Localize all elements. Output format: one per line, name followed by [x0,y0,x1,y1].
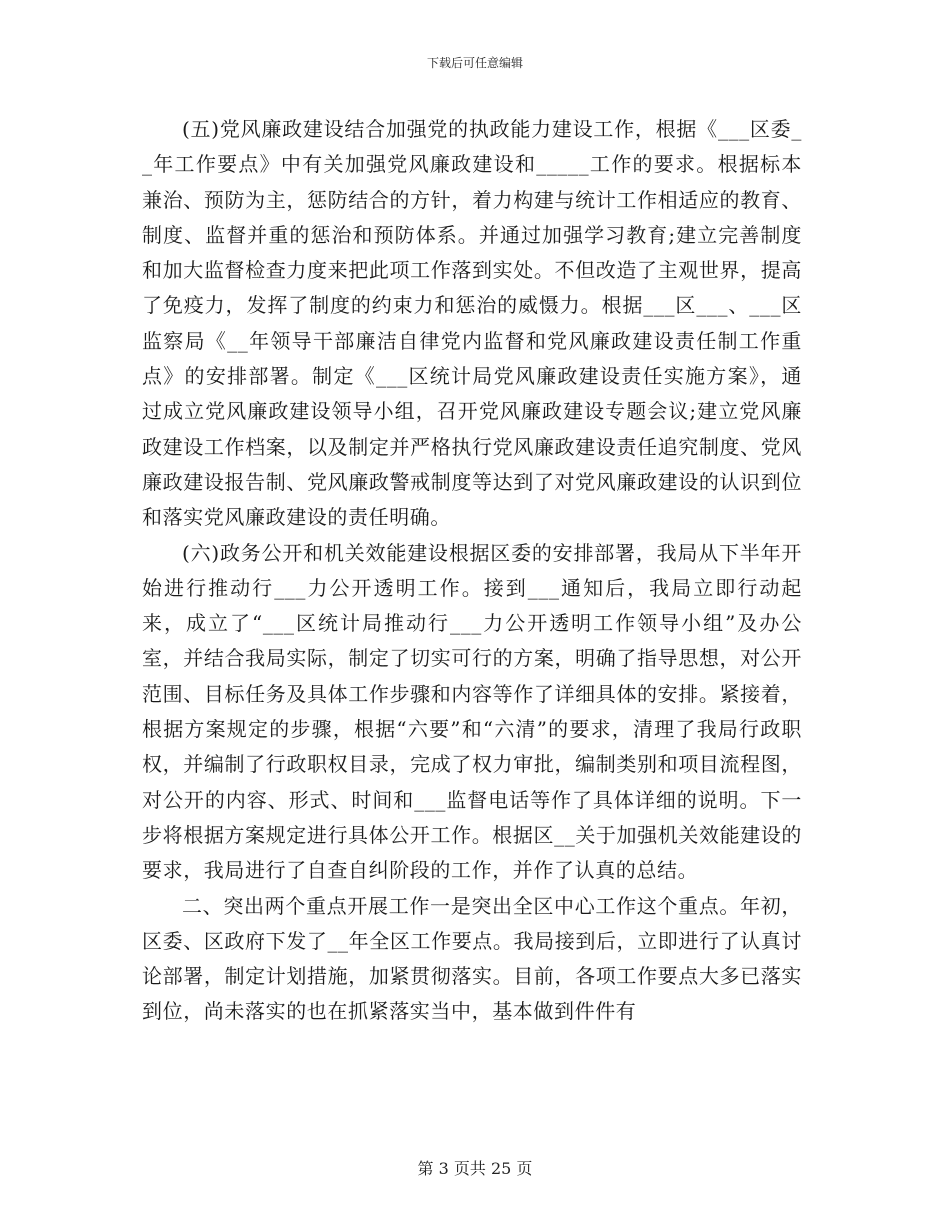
paragraph-party-conduct: (五)党风廉政建设结合加强党的执政能力建设工作，根据《___区委__年工作要点》中有关加强党风廉政建设和_____工作的要求。根据标本兼治、预防为主，惩防结合的方针，着力构建与统计工作相适应的教育、制度、监督并重的惩治和预防体系。并通过加强学习教育;建立完善制度和加大监督检查力度来把此项工作落到实处。不但改造了主观世界，提高了免疫力，发挥了制度的约束力和惩治的威慑力。根据___区___、___区监察局《__年领导干部廉洁自律党内监督和党风廉政建设责任制工作重点》的安排部署。制定《___区统计局党风廉政建设责任实施方案》，通过成立党风廉政建设领导小组，召开党风廉政建设专题会议;建立党风廉政建设工作档案，以及制定并严格执行党风廉政建设责任追究制度、党风廉政建设报告制、党风廉政警戒制度等达到了对党风廉政建设的认识到位和落实党风廉政建设的责任明确。 [142,117,802,530]
paragraph-two-priorities: 二、突出两个重点开展工作一是突出全区中心工作这个重点。年初，区委、区政府下发了__年全区工作要点。我局接到后，立即进行了认真讨论部署，制定计划措施，加紧贯彻落实。目前，各项工作要点大多已落实到位，尚未落实的也在抓紧落实当中，基本做到件件有 [142,893,802,1024]
page-number: 第 3 页共 25 页 [417,1159,533,1178]
page-header-note: 下载后可任意编辑 [426,56,523,70]
paragraph-government-affairs: (六)政务公开和机关效能建设根据区委的安排部署，我局从下半年开始进行推动行___力公开透明工作。接到___通知后，我局立即行动起来，成立了“___区统计局推动行___力公开透明工作领导小组”及办公室，并结合我局实际，制定了切实可行的方案，明确了指导思想，对公开范围、目标任务及具体工作步骤和内容等作了详细具体的安排。紧接着，根据方案规定的步骤，根据“六要”和“六清”的要求，清理了我局行政职权，并编制了行政职权目录，完成了权力审批，编制类别和项目流程图，对公开的内容、形式、时间和___监督电话等作了具体详细的说明。下一步将根据方案规定进行具体公开工作。根据区__关于加强机关效能建设的要求，我局进行了自查自纠阶段的工作，并作了认真的总结。 [142,540,802,883]
document-body [142,112,802,1030]
